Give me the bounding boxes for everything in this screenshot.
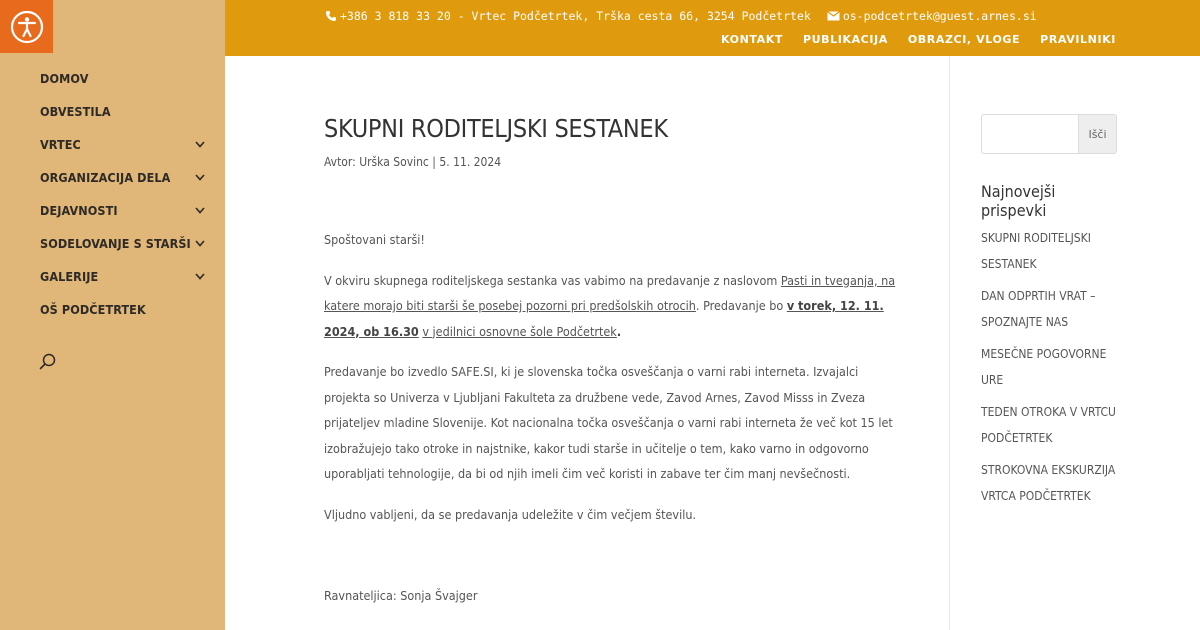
chevron-down-icon[interactable] [192, 170, 208, 186]
menu-item-label: DEJAVNOSTI [40, 203, 118, 218]
menu-item-label: OŠ PODČETRTEK [40, 302, 146, 317]
list-item [981, 284, 1121, 335]
menu-item-sodelovanje[interactable] [40, 227, 210, 260]
recent-post-link[interactable]: DAN ODPRTIH VRAT – SPOZNAJTE NAS [981, 289, 1096, 329]
top-header [225, 0, 1200, 56]
contact-info [325, 9, 1037, 23]
main-menu [40, 62, 210, 326]
text: V okviru skupnega roditeljskega sestanka vas vabimo na predavanje z naslovom [324, 272, 781, 288]
menu-item-obvestila[interactable] [40, 95, 210, 128]
widget-title: Najnovejši prispevki [981, 182, 1056, 220]
menu-item-organizacija-dela[interactable] [40, 161, 210, 194]
search-button[interactable]: Išči [1078, 114, 1117, 154]
menu-item-label: SODELOVANJE S STARŠI [40, 236, 191, 251]
date-text: v torek, 12. 11. 2024, ob 16.30 [324, 298, 884, 339]
signature: Ravnateljica: Sonja Švajger [324, 588, 478, 603]
chevron-down-icon[interactable] [192, 203, 208, 219]
search-widget [981, 114, 1117, 154]
recent-posts-widget [981, 182, 1121, 516]
chevron-down-icon[interactable] [192, 236, 208, 252]
menu-item-label: GALERIJE [40, 269, 99, 284]
menu-item-label: ORGANIZACIJA DELA [40, 170, 171, 185]
post-meta: Avtor: Urška Sovinc | 5. 11. 2024 [324, 155, 502, 169]
email-link[interactable] [827, 9, 1037, 23]
nav-link-pravilniki[interactable]: PRAVILNIKI [1040, 33, 1116, 46]
paragraph-safesi: Predavanje bo izvedlo SAFE.SI, ki je slovenska točka osveščanja o varni rabi interneta. Izvajalci projekta so Univerza v Ljubljani Fakulteta za družbene vede, Zavod Arnes, Zavod Misss in Zveza prijateljev mladine Slovenije. Kot nacionalna točka osveščanja o varni rabi interneta že več kot 15 let izobražujejo tako otroke in najstnike, kakor tudi starše in učitelje o tem, kako varno in odgovorno uporabljati tehnologije, da bi od njih imeli čim več koristi in zabave ter čim manj nevšečnosti. [324, 364, 893, 481]
text: . [616, 323, 622, 339]
list-item [981, 400, 1121, 451]
envelope-icon [827, 11, 840, 21]
place-link[interactable]: v jedilnici osnovne šole Podčetrtek [422, 323, 617, 339]
nav-link-kontakt[interactable]: KONTAKT [720, 33, 783, 46]
chevron-down-icon[interactable] [192, 269, 208, 285]
lecture-title-link[interactable]: Pasti in tveganja, na katere morajo biti starši še posebej pozorni pri predšolskih otrocih [324, 272, 896, 313]
menu-item-label: OBVESTILA [40, 104, 111, 119]
email-text: os-podcetrtek@guest.arnes.si [842, 9, 1037, 23]
search-icon[interactable] [38, 352, 60, 374]
text: . Predavanje bo [695, 298, 787, 313]
paragraph-invitation [324, 268, 906, 345]
menu-item-label: DOMOV [40, 71, 89, 86]
phone-address-text: +386 3 818 33 20 - Vrtec Podčetrtek, Trška cesta 66, 3254 Podčetrtek [340, 9, 811, 23]
list-item [981, 226, 1121, 277]
recent-post-link[interactable]: STROKOVNA EKSKURZIJA VRTCA PODČETRTEK [981, 463, 1116, 503]
post-content [324, 114, 906, 624]
search-input[interactable] [981, 114, 1078, 154]
list-item [981, 342, 1121, 393]
recent-post-link[interactable]: SKUPNI RODITELJSKI SESTANEK [981, 231, 1091, 271]
sidebar-nav [0, 0, 225, 630]
accessibility-icon [10, 10, 44, 44]
menu-item-label: VRTEC [40, 137, 81, 152]
nav-link-publikacija[interactable]: PUBLIKACIJA [802, 33, 888, 46]
recent-post-link[interactable]: MESEČNE POGOVORNE URE [981, 347, 1107, 387]
menu-item-os-podcetrtek[interactable] [40, 293, 210, 326]
phone-icon [325, 10, 337, 22]
chevron-down-icon[interactable] [192, 137, 208, 153]
menu-item-vrtec[interactable] [40, 128, 210, 161]
menu-item-galerije[interactable] [40, 260, 210, 293]
post-title: SKUPNI RODITELJSKI SESTANEK [324, 114, 668, 143]
greeting: Spoštovani starši! [324, 232, 425, 247]
menu-item-domov[interactable] [40, 62, 210, 95]
secondary-nav [721, 33, 1116, 46]
list-item [981, 458, 1121, 509]
paragraph-closing: Vljudno vabljeni, da se predavanja udeležite v čim večjem številu. [324, 506, 697, 522]
post-body [324, 227, 906, 609]
accessibility-button[interactable] [0, 0, 53, 53]
column-divider [949, 56, 950, 630]
menu-item-dejavnosti[interactable] [40, 194, 210, 227]
nav-link-obrazci[interactable]: OBRAZCI, VLOGE [907, 33, 1021, 46]
recent-post-link[interactable]: TEDEN OTROKA V VRTCU PODČETRTEK [981, 405, 1116, 445]
